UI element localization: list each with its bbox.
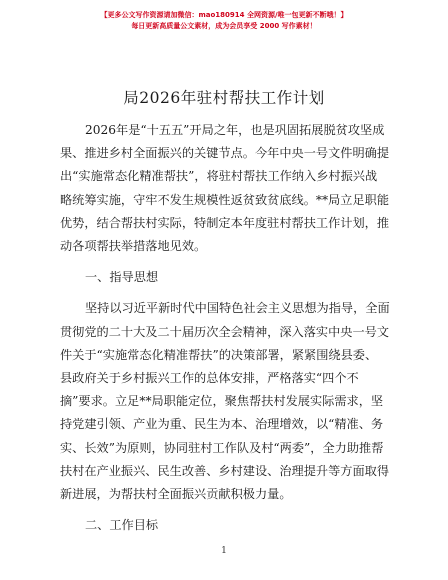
guiding-ideology-paragraph [60,297,390,506]
paragraph-line: 坚持以习近平新时代中国特色社会主义思想为指导，全面 [85,301,390,316]
paragraph-line: 出“实施常态化精准帮扶”，将驻村帮扶工作纳入乡村振兴战 [60,169,378,184]
section-heading-guiding-ideology: 一、指导思想 [85,270,159,285]
paragraph-line: 县政府关于乡村振兴工作的总体安排，严格落实“四个不 [60,371,359,386]
paragraph-line: 摘”要求。立足**局职能定位，聚焦帮扶村发展实际需求，坚 [60,394,384,409]
paragraph-line: 持党建引领、产业为重、民生为本、治理增效，以“精准、务 [60,417,384,432]
section-heading-work-goals: 二、工作目标 [85,518,159,533]
paragraph-line: 动各项帮扶举措落地见效。 [60,239,207,254]
page-number: 1 [221,546,227,556]
intro-paragraph [60,119,390,258]
promo-banner-line-2: 每日更新高质量公文素材，成为会员享受 2000 写作素材！ [131,22,317,30]
paragraph-line: 实、长效”为原则，协同驻村工作队及村“两委”，全力助推帮 [60,440,384,455]
paragraph-line: 件关于“实施常态化精准帮扶”的决策部署，紧紧围绕县委、 [60,347,378,362]
document-title: 局2026年驻村帮扶工作计划 [123,89,325,107]
promo-banner-line-1: 【更多公文写作资源请加微信：mao180914 全网资源/唯一包更新不断哦！】 [100,11,348,19]
paragraph-line: 贯彻党的二十大及二十届历次全会精神，深入落实中央一号文 [60,324,390,339]
paragraph-line: 扶村在产业振兴、民生改善、乡村建设、治理提升等方面取得 [60,463,390,478]
paragraph-line: 2026年是“十五五”开局之年，也是巩固拓展脱贫攻坚成 [85,123,385,137]
paragraph-line: 优势，结合帮扶村实际，特制定本年度驻村帮扶工作计划，推 [60,215,390,230]
promo-banner [0,10,448,32]
paragraph-line: 果、推进乡村全面振兴的关键节点。今年中央一号文件明确提 [60,146,390,161]
document-body [60,119,390,545]
paragraph-line: 新进展，为帮扶村全面振兴贡献积极力量。 [60,487,292,502]
paragraph-line: 略统筹实施，守牢不发生规模性返贫致贫底线。**局立足职能 [60,192,390,207]
